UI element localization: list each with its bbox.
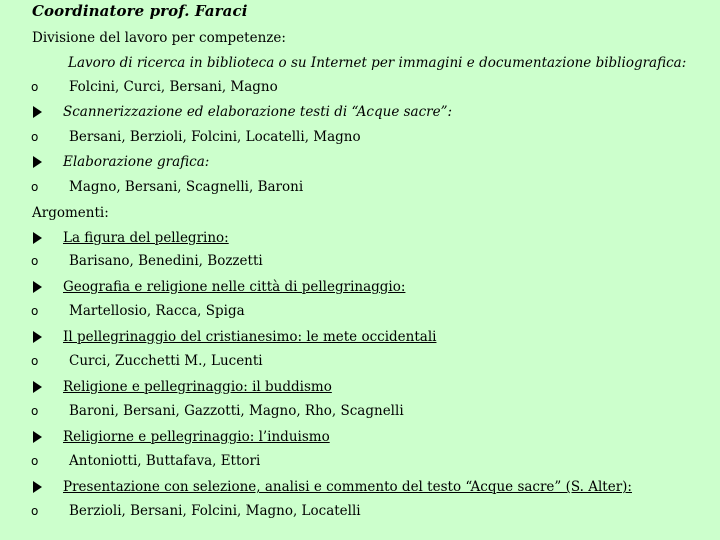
circle-bullet-icon: o bbox=[31, 404, 39, 418]
list-item bbox=[30, 500, 361, 522]
heading-text: Scannerizzazione ed elaborazione testi di “Acque sacre”: bbox=[63, 104, 453, 120]
argument-heading: Presentazione con selezione, analisi e commento del testo “Acque sacre” (S. Alter): bbox=[63, 479, 632, 495]
arrow-bullet-icon bbox=[33, 106, 42, 118]
arguments-label: Argomenti: bbox=[32, 205, 109, 221]
argument-heading: Il pellegrinaggio del cristianesimo: le mete occidentali bbox=[63, 329, 437, 345]
list-item bbox=[30, 151, 209, 173]
names-text: Baroni, Bersani, Gazzotti, Magno, Rho, Scagnelli bbox=[69, 403, 404, 419]
list-item bbox=[30, 450, 260, 472]
list-item bbox=[30, 176, 303, 198]
circle-bullet-icon: o bbox=[31, 80, 39, 94]
names-text: Curci, Zucchetti M., Lucenti bbox=[69, 353, 263, 369]
arrow-bullet-icon bbox=[33, 156, 42, 168]
list-item bbox=[30, 276, 405, 298]
list-item bbox=[30, 376, 332, 398]
list-item bbox=[30, 250, 263, 272]
list-item bbox=[30, 476, 632, 498]
list-item bbox=[30, 426, 330, 448]
list-item bbox=[30, 101, 452, 123]
arrow-bullet-icon bbox=[33, 281, 42, 293]
list-item bbox=[30, 76, 278, 98]
page-title: Coordinatore prof. Faraci bbox=[32, 2, 248, 20]
list-item bbox=[30, 227, 229, 249]
arrow-bullet-icon bbox=[33, 232, 42, 244]
list-item bbox=[30, 350, 263, 372]
circle-bullet-icon: o bbox=[31, 130, 39, 144]
heading-text: Elaborazione grafica: bbox=[63, 154, 210, 170]
names-text: Bersani, Berzioli, Folcini, Locatelli, Magno bbox=[69, 129, 361, 145]
names-text: Barisano, Benedini, Bozzetti bbox=[69, 253, 263, 269]
names-text: Magno, Bersani, Scagnelli, Baroni bbox=[69, 179, 304, 195]
subintro-text: Lavoro di ricerca in biblioteca o su Internet per immagini e documentazione bibliografica: bbox=[68, 55, 687, 71]
arrow-bullet-icon bbox=[33, 431, 42, 443]
circle-bullet-icon: o bbox=[31, 304, 39, 318]
arrow-bullet-icon bbox=[33, 381, 42, 393]
names-text: Folcini, Curci, Bersani, Magno bbox=[69, 79, 278, 95]
intro-text: Divisione del lavoro per competenze: bbox=[32, 30, 286, 46]
argument-heading: Religione e pellegrinaggio: il buddismo bbox=[63, 379, 332, 395]
names-text: Antoniotti, Buttafava, Ettori bbox=[69, 453, 261, 469]
list-item bbox=[30, 326, 436, 348]
names-text: Martellosio, Racca, Spiga bbox=[69, 303, 245, 319]
arrow-bullet-icon bbox=[33, 481, 42, 493]
arrow-bullet-icon bbox=[33, 331, 42, 343]
names-text: Berzioli, Bersani, Folcini, Magno, Locatelli bbox=[69, 503, 361, 519]
list-item bbox=[30, 400, 404, 422]
list-item bbox=[30, 300, 245, 322]
argument-heading: Geografia e religione nelle città di pellegrinaggio: bbox=[63, 279, 406, 295]
circle-bullet-icon: o bbox=[31, 454, 39, 468]
list-item bbox=[30, 126, 361, 148]
argument-heading: La figura del pellegrino: bbox=[63, 230, 229, 246]
circle-bullet-icon: o bbox=[31, 254, 39, 268]
argument-heading: Religiorne e pellegrinaggio: l’induismo bbox=[63, 429, 330, 445]
circle-bullet-icon: o bbox=[31, 180, 39, 194]
circle-bullet-icon: o bbox=[31, 354, 39, 368]
circle-bullet-icon: o bbox=[31, 504, 39, 518]
